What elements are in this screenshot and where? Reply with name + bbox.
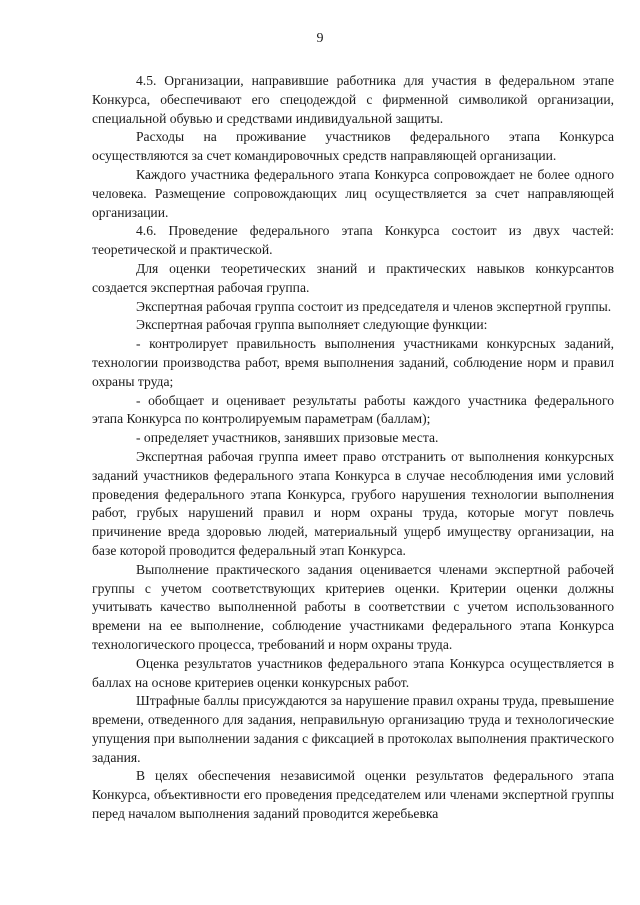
paragraph-draw: В целях обеспечения независимой оценки результатов федерального этапа Конкурса, объективности его проведения председателем или членами экспертной группы перед началом выполнения заданий проводится жеребьевка — [92, 768, 614, 822]
paragraph-expert-group-composition: Экспертная рабочая группа состоит из председателя и членов экспертной группы. — [136, 298, 612, 314]
list-item-determines-winners: - определяет участников, занявших призовые места. — [136, 430, 439, 446]
list-item-evaluates: - обобщает и оценивает результаты работы каждого участника федерального этапа Конкурса по контролируемым параметрам (баллам); — [92, 392, 614, 427]
paragraph-practical-assessment: Выполнение практического задания оценивается членами экспертной рабочей группы с учетом соответствующих критериев оценки. Критерии оценки должны учитывать качество выполненной работы в соответствии с учетом использованного времени на ее выполнение, соблюдение участниками федерального этапа Конкурса технологического процесса, требований и норм охраны труда. — [92, 561, 614, 652]
paragraph-accompanying-persons: Каждого участника федерального этапа Конкурса сопровождает не более одного человека. Размещение сопровождающих лиц осуществляется за счет направляющей организации. — [92, 166, 614, 220]
page-number: 9 — [316, 31, 324, 46]
paragraph-penalty-points: Штрафные баллы присуждаются за нарушение правил охраны труда, превышение времени, отведенного для задания, неправильную организацию труда и технологические упущения при выполнении задания с фиксацией в протоколах выполнения практического задания. — [92, 693, 614, 765]
paragraph-4-6: 4.6. Проведение федерального этапа Конкурса состоит из двух частей: теоретической и практической. — [92, 223, 614, 258]
paragraph-scoring: Оценка результатов участников федерального этапа Конкурса осуществляется в баллах на основе критериев оценки конкурсных работ. — [92, 655, 614, 690]
paragraph-accommodation-costs: Расходы на проживание участников федерального этапа Конкурса осуществляются за счет командировочных средств направляющей организации. — [92, 129, 614, 164]
paragraph-expert-group-created: Для оценки теоретических знаний и практических навыков конкурсантов создается экспертная рабочая группа. — [92, 260, 614, 295]
list-item-controls: - контролирует правильность выполнения участниками конкурсных заданий, технологии производства работ, время выполнения заданий, соблюдение норм и правил охраны труда; — [92, 336, 614, 389]
document-body — [92, 72, 614, 824]
paragraph-4-5: 4.5. Организации, направившие работника для участия в федеральном этапе Конкурса, обеспечивают его спецодеждой с фирменной символикой организации, специальной обувью и средствами индивидуальной защиты. — [92, 73, 614, 126]
paragraph-expert-group-functions: Экспертная рабочая группа выполняет следующие функции: — [136, 317, 488, 333]
paragraph-disqualification: Экспертная рабочая группа имеет право отстранить от выполнения конкурсных заданий участников федерального этапа Конкурса в случае несоблюдения ими условий проведения федерального этапа Конкурса, грубого нарушения технологии выполнения работ, грубых нарушений правил и норм охраны труда, которые могут повлечь причинение вреда здоровью людей, материальный ущерб имуществу организации, на базе которой проводится федеральный этап Конкурса. — [92, 448, 614, 558]
